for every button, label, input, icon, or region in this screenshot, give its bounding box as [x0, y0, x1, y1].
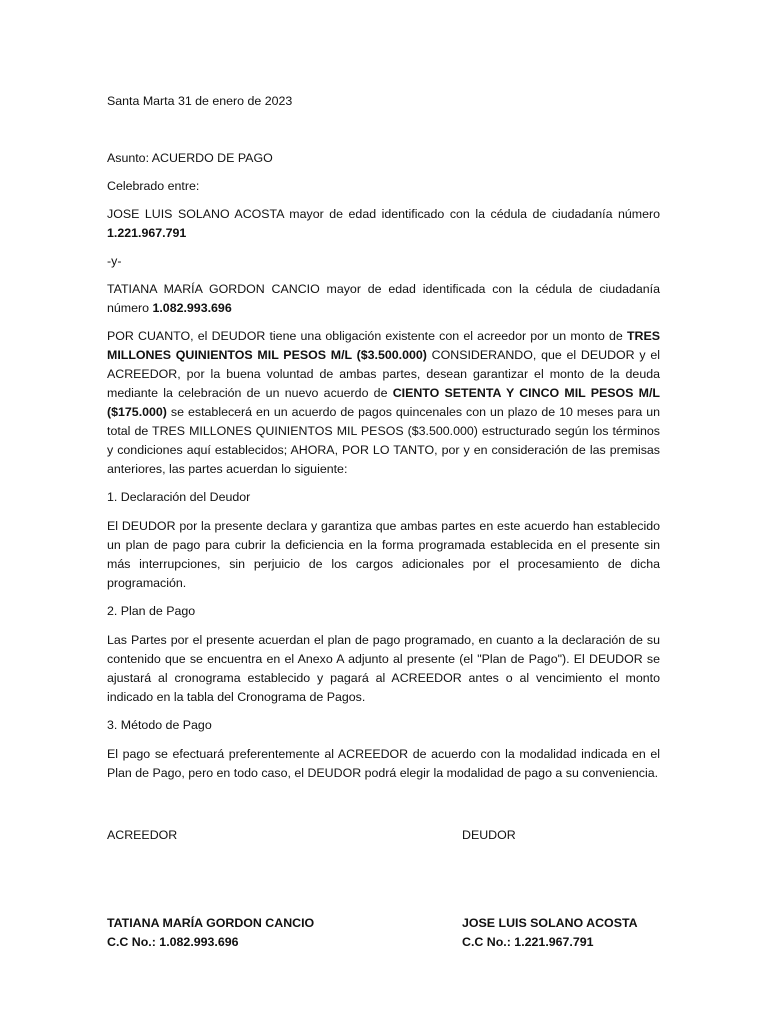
party-creditor-text: TATIANA MARÍA GORDON CANCIO mayor de edad identificada con la cédula de ciudadanía número — [107, 282, 660, 315]
party-creditor-paragraph — [107, 280, 660, 318]
main-paragraph — [107, 327, 660, 479]
section-body: El pago se efectuará preferentemente al ACREEDOR de acuerdo con la modalidad indicada en el Plan de Pago, pero en todo caso, el DEUDOR podrá elegir la modalidad de pago a su conveniencia. — [107, 747, 660, 780]
section-body: Las Partes por el presente acuerdan el plan de pago programado, en cuanto a la declaración de su contenido que se encuentra en el Anexo A adjunto al presente (el "Plan de Pago"). El DEUDOR se ajustará al cronograma establecido y pagará al ACREEDOR antes o al vencimiento el monto indicado en la tabla del Cronograma de Pagos. — [107, 633, 660, 704]
main-paragraph-amount-total: TRES MILLONES QUINIENTOS MIL PESOS M/L ($3.500.000) — [107, 329, 660, 362]
signature-name: TATIANA MARÍA GORDON CANCIO — [107, 916, 315, 930]
main-paragraph-part-1: POR CUANTO, el DEUDOR tiene una obligación existente con el acreedor por un monto de — [107, 329, 627, 343]
signature-creditor — [107, 826, 314, 952]
document-body — [107, 92, 660, 792]
signature-role: DEUDOR — [462, 828, 516, 842]
signature-name: JOSE LUIS SOLANO ACOSTA — [462, 916, 638, 930]
section-heading: 1. Declaración del Deudor — [107, 490, 251, 504]
party-debtor-paragraph — [107, 205, 660, 243]
signature-id: C.C No.: 1.221.967.791 — [462, 935, 594, 949]
party-debtor-id: 1.221.967.791 — [107, 226, 187, 240]
section-heading: 2. Plan de Pago — [107, 604, 196, 618]
section-body: El DEUDOR por la presente declara y garantiza que ambas partes en este acuerdo han establecido un plan de pago para cubrir la deficiencia en la forma programada establecida en el presente sin más interrupciones, sin perjuicio de los cargos adicionales por el procesamiento de dicha programación. — [107, 519, 660, 590]
signature-debtor — [462, 826, 638, 952]
party-creditor-id: 1.082.993.696 — [152, 301, 232, 315]
celebrated-between: Celebrado entre: — [107, 179, 200, 193]
signature-role: ACREEDOR — [107, 828, 178, 842]
document-date: Santa Marta 31 de enero de 2023 — [107, 94, 293, 108]
party-separator: -y- — [107, 254, 122, 268]
document-subject: Asunto: ACUERDO DE PAGO — [107, 151, 273, 165]
main-paragraph-part-3: se establecerá en un acuerdo de pagos quincenales con un plazo de 10 meses para un total de TRES MILLONES QUINIENTOS MIL PESOS ($3.500.000) estructurado según los términos y condiciones aquí establecidos; AHORA, POR LO TANTO, por y en consideración de las premisas anteriores, las partes acuerdan lo siguiente: — [107, 405, 660, 476]
main-paragraph-part-2: CONSIDERANDO, que el DEUDOR y el ACREEDOR, por la buena voluntad de ambas partes, desean garantizar el monto de la deuda mediante la celebración de un nuevo acuerdo de — [107, 348, 660, 400]
party-debtor-text: JOSE LUIS SOLANO ACOSTA mayor de edad identificado con la cédula de ciudadanía número — [107, 207, 660, 221]
main-paragraph-amount-installment: CIENTO SETENTA Y CINCO MIL PESOS M/L ($175.000) — [107, 386, 660, 419]
signature-id: C.C No.: 1.082.993.696 — [107, 935, 239, 949]
section-heading: 3. Método de Pago — [107, 718, 212, 732]
